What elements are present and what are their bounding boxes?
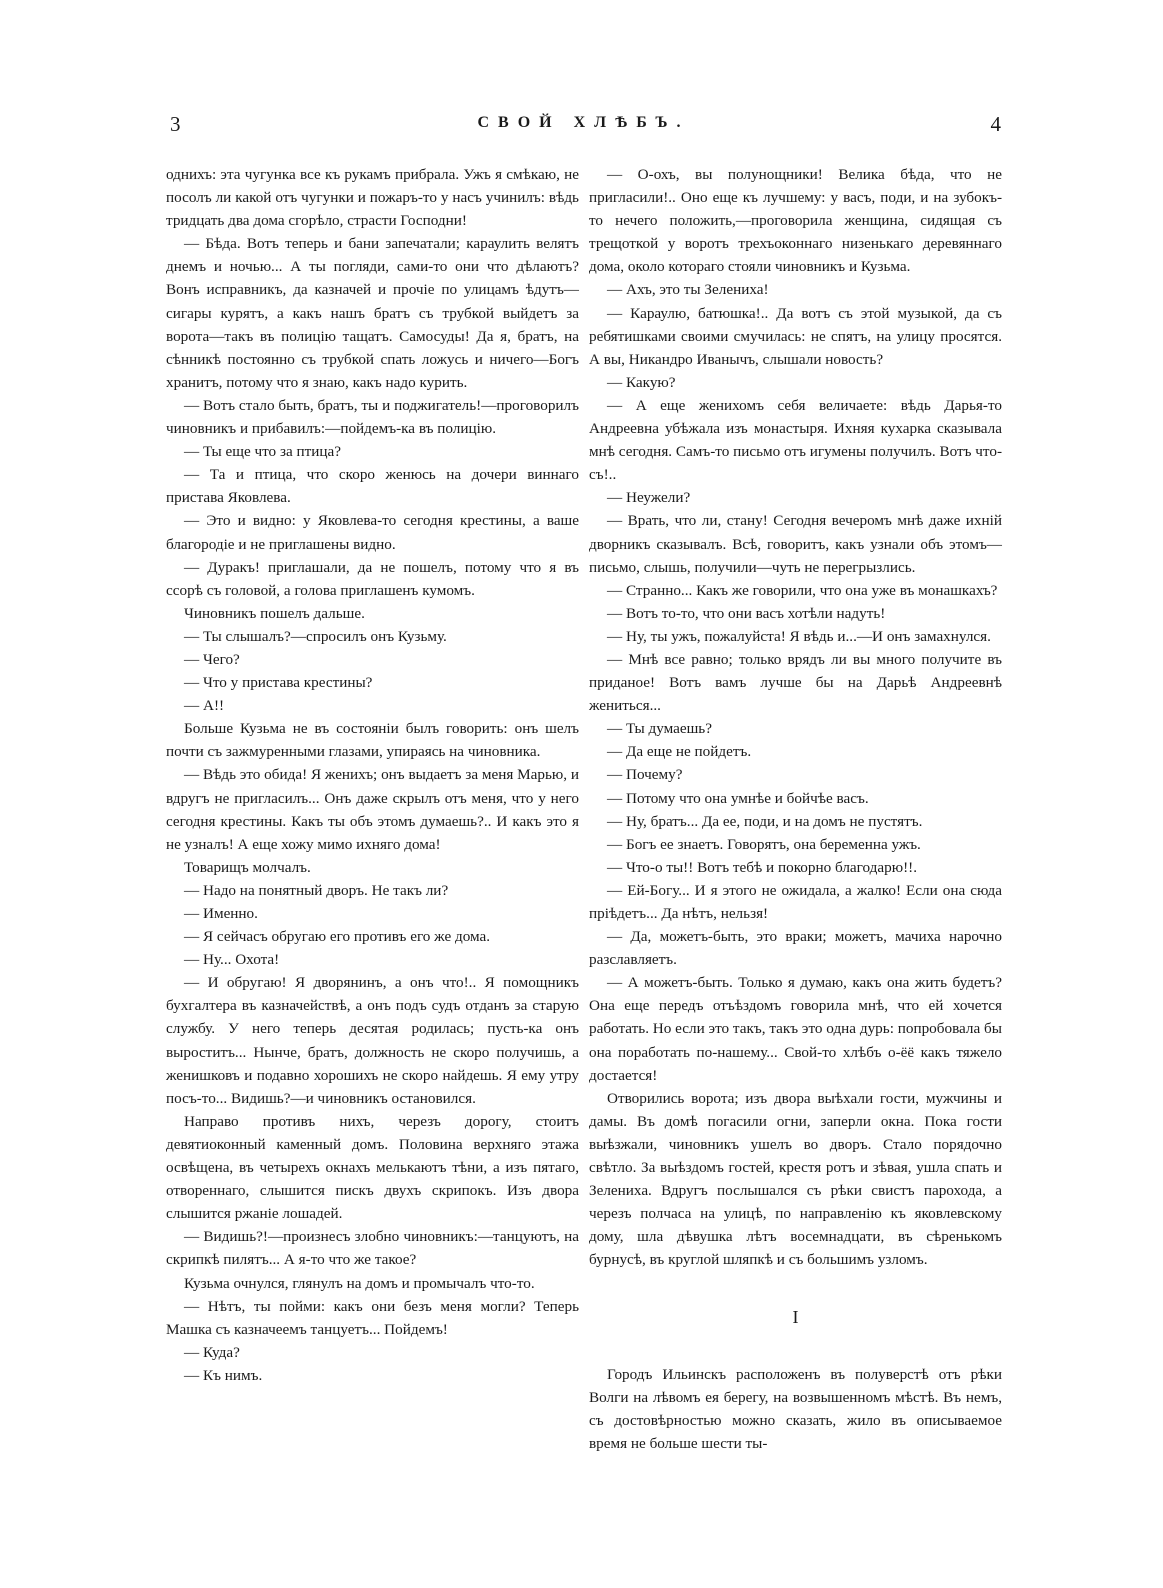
paragraph: Товарищъ молчалъ. xyxy=(184,858,311,876)
paragraph: — Та и птица, что скоро женюсь на дочери виннаго пристава Яковлева. xyxy=(166,466,579,507)
paragraph: — Да еще не пойдетъ. xyxy=(607,743,752,761)
paragraph: — Ты еще что за птица? xyxy=(184,443,341,461)
paragraph: — Ей-Богу... И я этого не ожидала, а жалко! Если она сюда пріѣдетъ... Да нѣтъ, нельзя! xyxy=(589,881,1002,922)
paragraph: — Караулю, батюшка!.. Да вотъ съ этой музыкой, да съ ребятишками своими смучилась: не спятъ, на улицу просятся. А вы, Никандро Иванычъ, слышали новость? xyxy=(589,304,1002,368)
paragraph: — Вотъ то-то, что они васъ хотѣли надуть! xyxy=(607,604,886,622)
left-column xyxy=(166,163,579,1387)
paragraph: Кузьма очнулся, глянулъ на домъ и промычалъ что-то. xyxy=(184,1274,535,1292)
paragraph: — Неужели? xyxy=(607,489,691,507)
paragraph: — Врать, что ли, стану! Сегодня вечеромъ мнѣ даже ихній дворникъ сказывалъ. Всѣ, говоритъ, какъ узнали объ этомъ—письмо, слышь, получили—чуть не перегрызлись. xyxy=(589,512,1002,576)
running-title: СВОЙ ХЛѢБЪ. xyxy=(477,114,690,131)
page-number-right: 4 xyxy=(990,112,1001,136)
paragraph: — Къ нимъ. xyxy=(184,1366,263,1384)
paragraph: — Видишь?!—произнесъ злобно чиновникъ:—танцуютъ, на скрипкѣ пилятъ... А я-то что же такое? xyxy=(166,1228,579,1269)
paragraph: — А еще женихомъ себя величаете: вѣдь Дарья-то Андреевна убѣжала изъ монастыря. Ихняя кухарка сказывала мнѣ сегодня. Самъ-то письмо отъ игумены получилъ. Вотъ что-съ!.. xyxy=(589,396,1002,484)
paragraph: — Бѣда. Вотъ теперь и бани запечатали; караулить велятъ днемъ и ночью... А ты погляди, сами-то они что дѣлаютъ? Вонъ исправникъ, да казначей и прочіе по улицамъ ѣдутъ—сигары курятъ, а какъ нашъ братъ съ трубкой выйдетъ за ворота—такъ въ полицію тащатъ. Самосуды! Да я, братъ, на сѣнникѣ постоянно съ трубкой спать ложусь и ничего—Богъ хранитъ, потому что я знаю, какъ надо курить. xyxy=(166,235,579,391)
page-number-left: 3 xyxy=(170,112,181,136)
paragraph: — Вѣдь это обида! Я женихъ; онъ выдаетъ за меня Марью, и вдругъ не пригласилъ... Онъ даже скрылъ отъ меня, что у него сегодня крестины. Какъ ты объ этомъ думаешь?.. И какъ это я не узналъ! А еще хожу мимо ихняго дома! xyxy=(166,766,579,853)
paragraph: — Мнѣ все равно; только врядъ ли вы много получите въ приданое! Вотъ вамъ лучше бы на Дарьѣ Андреевнѣ жениться... xyxy=(589,650,1002,715)
section-number: I xyxy=(792,1306,799,1327)
paragraph: однихъ: эта чугунка все къ рукамъ прибрала. Ужъ я смѣкаю, не посолъ ли какой отъ чугунки и пожаръ-то у насъ учинилъ: вѣдь тридцать два дома сгорѣло, страсти Господни! xyxy=(166,166,579,230)
paragraph: — Да, можетъ-быть, это враки; можетъ, мачиха нарочно разславляетъ. xyxy=(589,928,1002,969)
paragraph: — Потому что она умнѣе и бойчѣе васъ. xyxy=(607,789,869,807)
paragraph: — А можетъ-быть. Только я думаю, какъ она жить будетъ? Она еще передъ отъѣздомъ говорила мнѣ, что ей хочется работать. Но если это такъ, такъ это одна дурь: попробовала бы она поработать по-нашему... Свой-то хлѣбъ о-ёё какъ тяжело достается! xyxy=(589,974,1002,1084)
paragraph: — А!! xyxy=(184,697,225,715)
paragraph: — Дуракъ! приглашали, да не пошелъ, потому что я въ ссорѣ съ головой, а голова приглашенъ кумомъ. xyxy=(166,558,579,599)
paragraph: — Почему? xyxy=(607,766,683,784)
right-column xyxy=(589,163,1002,1455)
paragraph: Отворились ворота; изъ двора выѣхали гости, мужчины и дамы. Въ домѣ погасили огни, заперли окна. Пока гости выѣзжали, чиновникъ ушелъ во дворъ. Стало порядочно свѣтло. За выѣздомъ гостей, крестя ротъ и зѣвая, ушла спать и Зелениха. Вдругъ послышался съ рѣки свистъ парохода, а черезъ полчаса на улицѣ, по направленію къ яковлевскому дому, шла дѣвушка лѣтъ восемнадцати, въ сѣренькомъ бурнусѣ, въ круглой шляпкѣ и съ большимъ узломъ. xyxy=(589,1089,1002,1269)
paragraph: Больше Кузьма не въ состояніи былъ говорить: онъ шелъ почти съ зажмуренными глазами, упираясь на чиновника. xyxy=(166,720,579,761)
paragraph: — О-охъ, вы полунощники! Велика бѣда, что не пригласили!.. Оно еще къ лучшему: у васъ, поди, и на зубокъ-то нечего положить,—проговорила женщина, сидящая съ трещоткой у воротъ трехъоконнаго низенькаго деревяннаго дома, около котораго стояли чиновникъ и Кузьма. xyxy=(589,166,1002,276)
paragraph: — Ну, ты ужъ, пожалуйста! Я вѣдь и...—И онъ замахнулся. xyxy=(607,627,991,645)
paragraph: — Куда? xyxy=(184,1343,240,1361)
paragraph: — Ты думаешь? xyxy=(607,720,712,738)
paragraph: — Нѣтъ, ты пойми: какъ они безъ меня могли? Теперь Машка съ казначеемъ танцуетъ... Пойдемъ! xyxy=(166,1297,579,1338)
paragraph: — Богъ ее знаетъ. Говорятъ, она беременна ужъ. xyxy=(607,835,921,853)
page-header xyxy=(166,112,1001,142)
paragraph: Направо противъ нихъ, черезъ дорогу, стоитъ девятиоконный каменный домъ. Половина верхняго этажа освѣщена, въ четырехъ окнахъ мелькаютъ тѣни, а изъ пятаго, отвореннаго, слышится пискъ двухъ скрипокъ. Изъ двора слышится ржаніе лошадей. xyxy=(166,1112,579,1223)
paragraph: — И обругаю! Я дворянинъ, а онъ что!.. Я помощникъ бухгалтера въ казначействѣ, а онъ подъ судъ отданъ за старую службу. У него теперь десятая родилась; пусть-ка онъ выроститъ... Нынче, братъ, должность не скоро получишь, а женишковъ и подавно хорошихъ не скоро найдешь. Я ему утру посъ-то... Видишь?—и чиновникъ остановился. xyxy=(166,974,579,1107)
paragraph: — Ты слышалъ?—спросилъ онъ Кузьму. xyxy=(184,627,447,645)
paragraph: — Это и видно: у Яковлева-то сегодня крестины, а ваше благородіе и не приглашены видно. xyxy=(166,512,579,553)
paragraph: — Именно. xyxy=(184,905,258,922)
paragraph: — Какую? xyxy=(607,373,676,391)
paragraph: — Что-о ты!! Вотъ тебѣ и покорно благодарю!!. xyxy=(607,858,917,876)
paragraph: — Я сейчасъ обругаю его противъ его же дома. xyxy=(184,928,491,946)
paragraph: — Вотъ стало быть, братъ, ты и поджигатель!—проговорилъ чиновникъ и прибавилъ:—пойдемъ-ка въ полицію. xyxy=(166,396,579,438)
paragraph: — Ну, братъ... Да ее, поди, и на домъ не пустятъ. xyxy=(607,812,923,830)
paragraph: Чиновникъ пошелъ дальше. xyxy=(184,604,365,622)
paragraph: — Что у пристава крестины? xyxy=(184,674,373,692)
paragraph: — Чего? xyxy=(184,650,240,668)
paragraph: — Странно... Какъ же говорили, что она уже въ монашкахъ? xyxy=(607,581,998,599)
paragraph: — Ахъ, это ты Зелениха! xyxy=(607,281,769,299)
paragraph: — Ну... Охота! xyxy=(184,951,280,969)
paragraph: Городъ Ильинскъ расположенъ въ полуверстѣ отъ рѣки Волги на лѣвомъ ея берегу, на возвышенномъ мѣстѣ. Въ немъ, съ достовѣрностью можно сказать, жило въ описываемое время не больше шести ты- xyxy=(589,1365,1002,1452)
paragraph: — Надо на понятный дворъ. Не такъ ли? xyxy=(184,881,449,899)
